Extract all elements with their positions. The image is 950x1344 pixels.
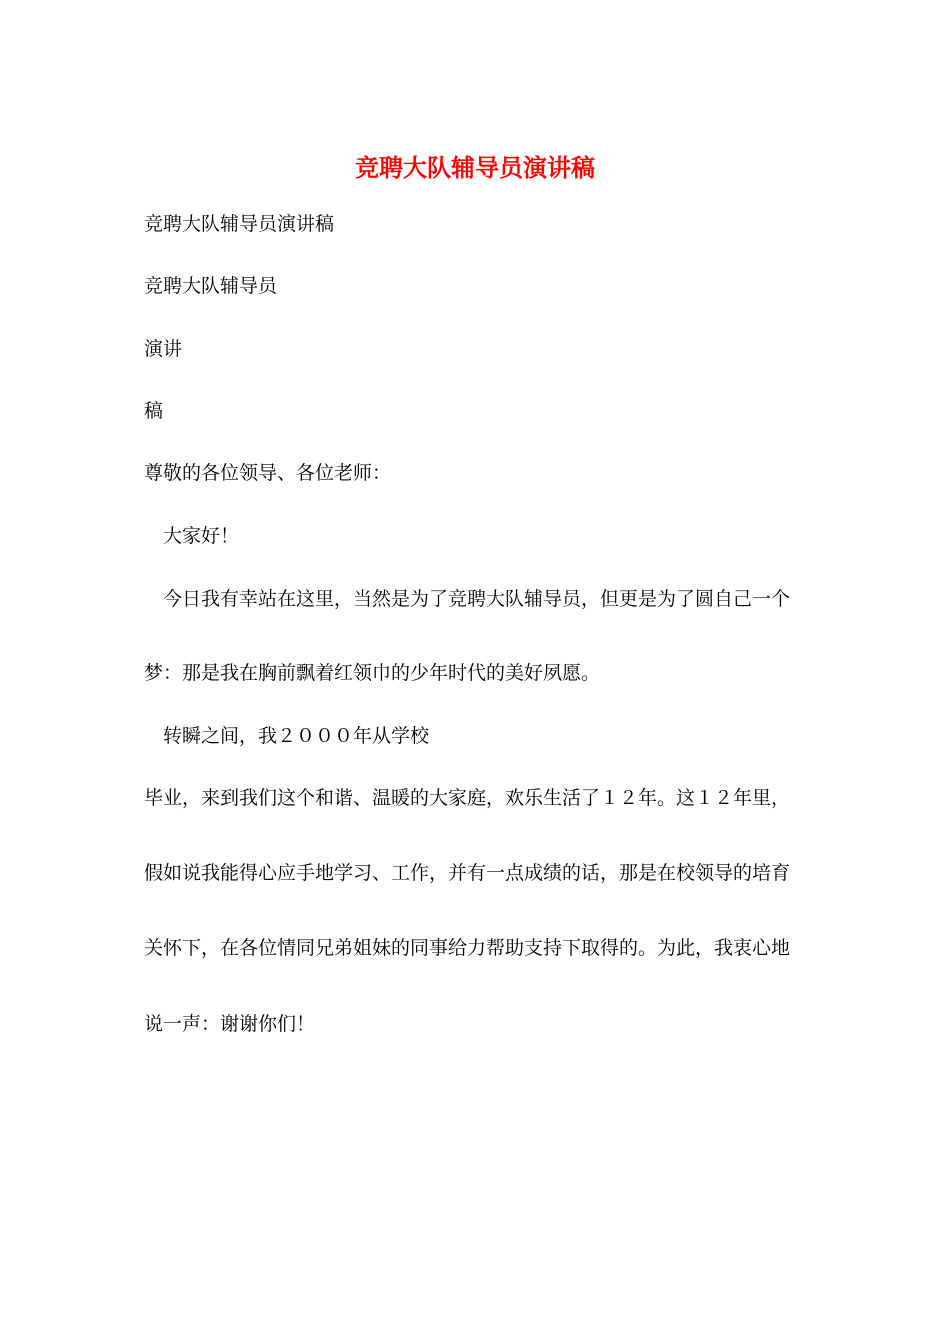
paragraph-line: 说一声：谢谢你们！ xyxy=(144,1013,316,1035)
text-line: 演讲 xyxy=(144,338,183,360)
greeting: 大家好！ xyxy=(163,525,240,547)
document-title: 竞聘大队辅导员演讲稿 xyxy=(355,153,595,182)
text-line: 稿 xyxy=(144,400,164,422)
paragraph-line: 关怀下，在各位情同兄弟姐妹的同事给力帮助支持下取得的。为此，我衷心地 xyxy=(144,937,791,959)
paragraph-line: 毕业，来到我们这个和谐、温暖的大家庭，欢乐生活了１２年。这１２年里， xyxy=(144,787,791,809)
paragraph-line: 假如说我能得心应手地学习、工作，并有一点成绩的话，那是在校领导的培育 xyxy=(144,862,791,884)
paragraph-line: 梦：那是我在胸前飘着红领巾的少年时代的美好夙愿。 xyxy=(144,662,601,684)
paragraph-line: 转瞬之间，我２０００年从学校 xyxy=(163,725,430,747)
salutation: 尊敬的各位领导、各位老师： xyxy=(144,462,392,484)
text-line: 竞聘大队辅导员 xyxy=(144,275,278,297)
paragraph-line: 今日我有幸站在这里，当然是为了竞聘大队辅导员，但更是为了圆自己一个 xyxy=(163,588,791,610)
text-line: 竞聘大队辅导员演讲稿 xyxy=(144,213,335,235)
